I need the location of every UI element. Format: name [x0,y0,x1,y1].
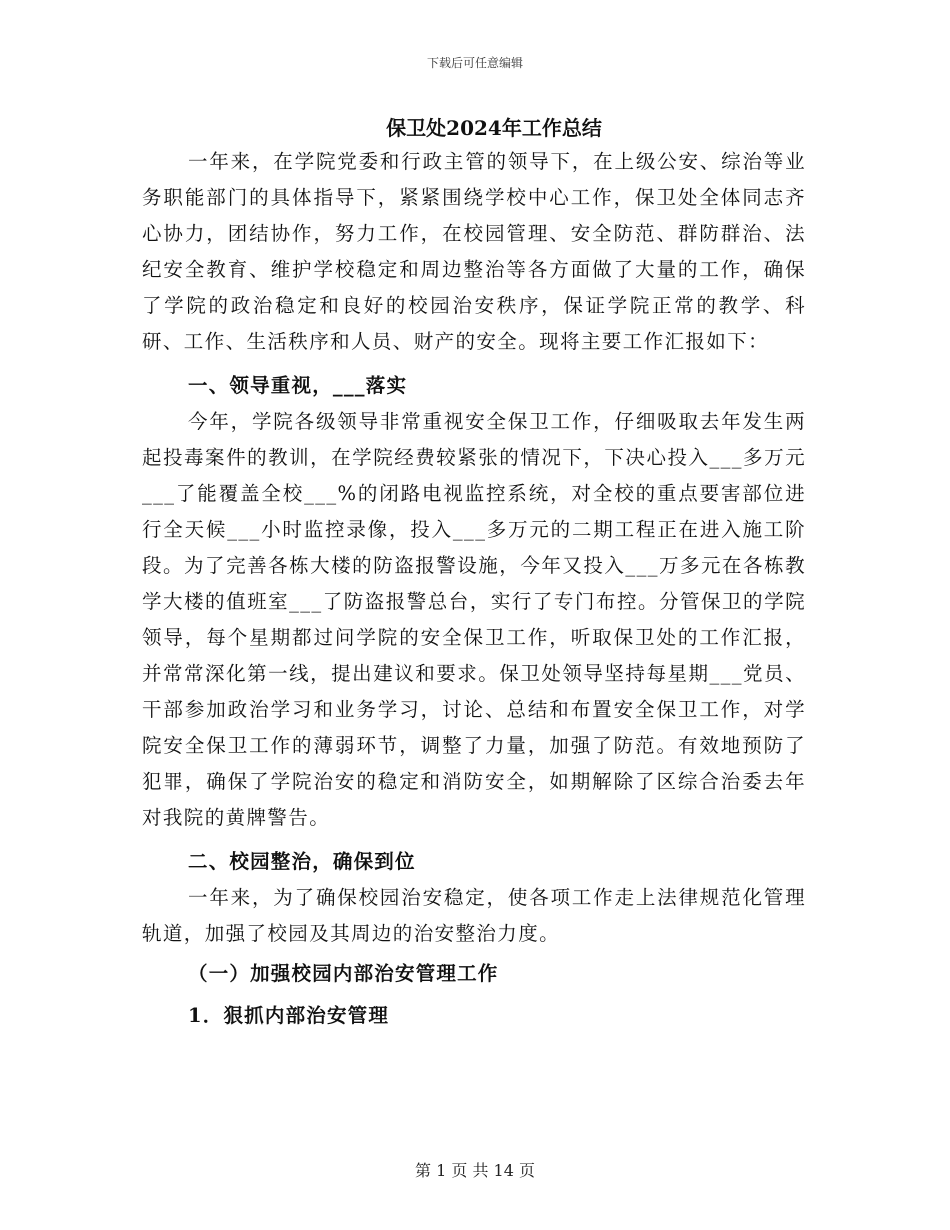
section-2-heading: 二、校园整治，确保到位 [188,850,416,873]
section-1-heading: 一、领导重视，___落实 [188,374,408,397]
page-header-note: 下载后可任意编辑 [426,56,523,70]
document-title: 保卫处2024年工作总结 [386,116,602,140]
section-1-paragraph: 今年，学院各级领导非常重视安全保卫工作，仔细吸取去年发生两起投毒案件的教训，在学院经费较紧张的情况下，下决心投入___多万元___了能覆盖全校___%的闭路电视监控系统，对全校的重点要害部位进行全天候___小时监控录像，投入___多万元的二期工程正在进入施工阶段。为了完善各栋大楼的防盗报警设施，今年又投入___万多元在各栋教学大楼的值班室___了防盗报警总台，实行了专门布控。分管保卫的学院领导，每个星期都过问学院的安全保卫工作，听取保卫处的工作汇报，并常常深化第一线，提出建议和要求。保卫处领导坚持每星期___党员、干部参加政治学习和业务学习，讨论、总结和布置安全保卫工作，对学院安全保卫工作的薄弱环节，调整了力量，加强了防范。有效地预防了犯罪，确保了学院治安的稳定和消防安全，如期解除了区综合治委去年对我院的黄牌警告。 [142,410,806,829]
section-2-paragraph: 一年来，为了确保校园治安稳定，使各项工作走上法律规范化管理轨道，加强了校园及其周边的治安整治力度。 [142,886,806,945]
subsection-1-heading: （一）加强校园内部治安管理工作 [188,962,499,985]
page-number: 第 1 页 共 14 页 [415,1161,535,1180]
document-body [142,112,806,1034]
intro-paragraph: 一年来，在学院党委和行政主管的领导下，在上级公安、综治等业务职能部门的具体指导下，紧紧围绕学校中心工作，保卫处全体同志齐心协力，团结协作，努力工作，在校园管理、安全防范、群防群治、法纪安全教育、维护学校稳定和周边整治等各方面做了大量的工作，确保了学院的政治稳定和良好的校园治安秩序，保证学院正常的教学、科研、工作、生活秩序和人员、财产的安全。现将主要工作汇报如下： [142,150,806,353]
item-1-heading: 1．狠抓内部治安管理 [188,1004,390,1027]
